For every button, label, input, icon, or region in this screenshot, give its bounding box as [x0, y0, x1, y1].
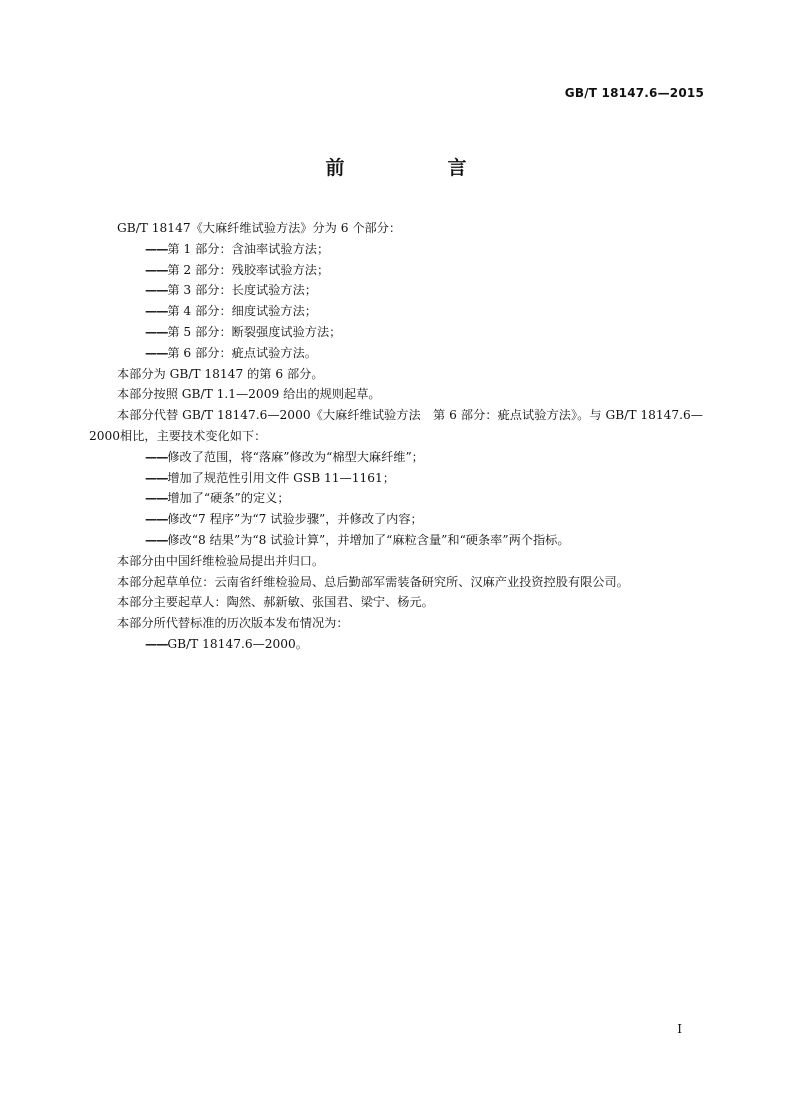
paragraph	[89, 405, 703, 447]
foreword-body	[89, 218, 703, 655]
em-dash-marker: ——	[145, 532, 168, 547]
em-dash-marker: ——	[145, 470, 168, 485]
paragraph-text: 第 3 部分：长度试验方法；	[167, 283, 317, 298]
list-item	[89, 468, 703, 489]
list-item	[89, 634, 703, 655]
paragraph-text: 第 6 部分：疵点试验方法。	[167, 345, 317, 360]
paragraph-text: 第 1 部分：含油率试验方法；	[167, 241, 330, 256]
em-dash-marker: ——	[145, 241, 168, 256]
paragraph-text: 修改了范围，将“落麻”修改为“棉型大麻纤维”；	[167, 449, 424, 464]
em-dash-marker: ——	[145, 283, 168, 298]
paragraph-text: 本部分起草单位：云南省纤维检验局、总后勤部军需装备研究所、汉麻产业投资控股有限公司。	[117, 574, 629, 589]
em-dash-marker: ——	[145, 636, 168, 651]
list-item	[89, 447, 703, 468]
paragraph-text: 本部分为 GB/T 18147 的第 6 部分。	[117, 366, 324, 381]
paragraph	[89, 613, 703, 634]
paragraph-text: 增加了“硬条”的定义；	[167, 491, 290, 506]
paragraph-text: 本部分主要起草人：陶然、郝新敏、张国君、梁宁、杨元。	[117, 595, 434, 610]
paragraph	[89, 572, 703, 593]
paragraph	[89, 592, 703, 613]
em-dash-marker: ——	[145, 324, 168, 339]
paragraph-text: GB/T 18147《大麻纤维试验方法》分为 6 个部分：	[117, 221, 402, 235]
list-item	[89, 322, 703, 343]
list-item	[89, 260, 703, 281]
paragraph-text: GB/T 18147.6—2000。	[167, 636, 308, 651]
paragraph-text: 本部分所代替标准的历次版本发布情况为：	[117, 616, 349, 631]
list-item	[89, 239, 703, 260]
em-dash-marker: ——	[145, 262, 168, 277]
paragraph-text: 第 2 部分：残胶率试验方法；	[167, 262, 330, 277]
paragraph	[89, 551, 703, 572]
list-item	[89, 488, 703, 509]
paragraph-text: 本部分代替 GB/T 18147.6—2000《大麻纤维试验方法 第 6 部分：疵点试验方法》。与 GB/T 18147.6—2000相比，主要技术变化如下：	[89, 408, 703, 443]
em-dash-marker: ——	[145, 512, 168, 527]
list-item	[89, 530, 703, 551]
paragraph-text: 本部分由中国纤维检验局提出并归口。	[117, 553, 325, 568]
page-title: 前 言	[325, 157, 509, 179]
paragraph-text: 修改“7 程序”为“7 试验步骤”，并修改了内容；	[167, 512, 423, 527]
page-number: I	[677, 1022, 682, 1036]
list-item	[89, 280, 703, 301]
em-dash-marker: ——	[145, 304, 168, 319]
list-item	[89, 301, 703, 322]
em-dash-marker: ——	[145, 491, 168, 506]
list-item	[89, 343, 703, 364]
em-dash-marker: ——	[145, 449, 168, 464]
paragraph-text: 本部分按照 GB/T 1.1—2009 给出的规则起草。	[117, 387, 381, 402]
paragraph-text: 第 4 部分：细度试验方法；	[167, 304, 317, 319]
paragraph	[89, 364, 703, 385]
paragraph-text: 修改“8 结果”为“8 试验计算”，并增加了“麻粒含量”和“硬条率”两个指标。	[167, 532, 570, 547]
paragraph	[89, 218, 703, 239]
em-dash-marker: ——	[145, 345, 168, 360]
paragraph	[89, 384, 703, 405]
paragraph-text: 增加了规范性引用文件 GSB 11—1161；	[167, 470, 395, 485]
paragraph-text: 第 5 部分：断裂强度试验方法；	[167, 324, 342, 339]
document-code-header: GB/T 18147.6—2015	[564, 86, 704, 100]
list-item	[89, 509, 703, 530]
